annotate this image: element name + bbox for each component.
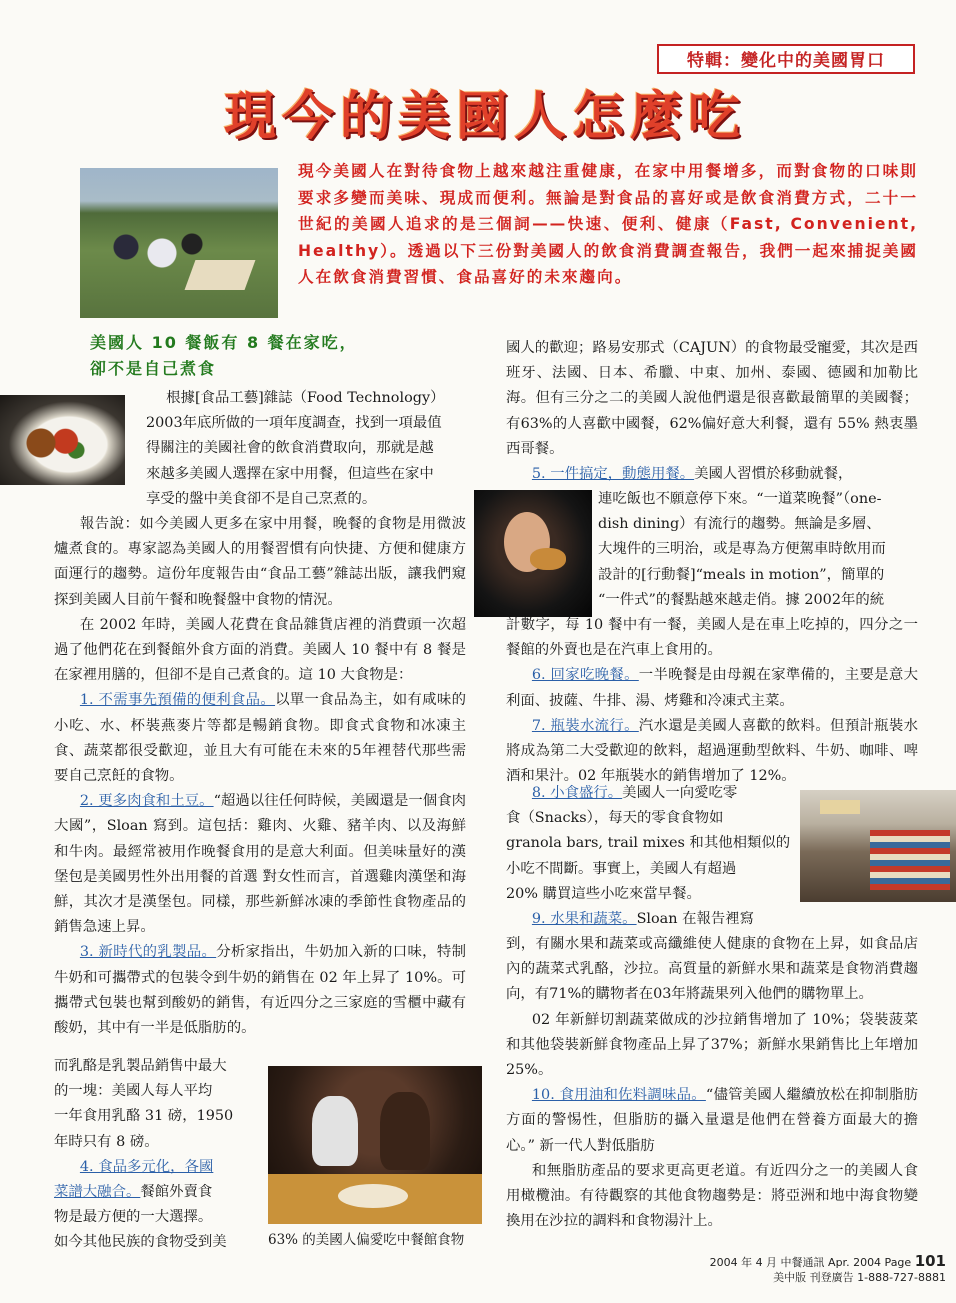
picnic-table-figure — [185, 260, 256, 290]
item-6-heading: 6. 回家吃晚餐。 — [531, 667, 639, 684]
right-para-02: 02 年新鮮切割蔬菜做成的沙拉銷售增加了 10%；袋裝菠菜和其他袋裝新鮮食物產品上昇了37%；新鮮水果銷售比上年增加 25%。 — [506, 1011, 918, 1079]
outdoor-dining-photo — [80, 168, 278, 318]
page-number: 101 — [914, 1252, 946, 1270]
item-5-b: 連吃飯也不願意停下來。“一道菜晚餐”（one- — [598, 491, 882, 507]
section-subhead-1: 美國人 10 餐飯有 8 餐在家吃， — [90, 333, 358, 352]
item-1-heading: 1. 不需事先預備的便利食品。 — [79, 692, 276, 709]
item-3-cont-d: 年時只有 8 磅。 — [54, 1133, 159, 1150]
footer-issue: 2004 年 4 月 中餐通訊 Apr. 2004 Page — [709, 1256, 915, 1269]
item-5-c: dish dining）有流行的趨勢。無論是多層、 — [598, 516, 881, 533]
item-8-b: 食（Snacks），每天的零食食物如 — [506, 810, 724, 827]
left-para-1c: 得關注的美國社會的飲食消費取向，那就是越 — [146, 440, 434, 457]
section-tag: 特輯：變化中的美國胃口 — [657, 44, 915, 74]
store-sign-figure — [820, 800, 860, 814]
item-3-cont-c: 一年食用乳酪 31 磅，1950 — [54, 1108, 234, 1125]
item-4-heading-b: 菜譜大融合。 — [54, 1184, 141, 1201]
item-3-cont-b: 的一塊：美國人每人平均 — [54, 1083, 213, 1100]
photo-caption: 63% 的美國人偏愛吃中餐館食物 — [268, 1232, 465, 1248]
item-4-text-c: 如今其他民族的食物受到美 — [54, 1234, 227, 1251]
item-8-c: granola bars, trail mixes 和其他相類似的 — [506, 835, 791, 852]
left-para-1a: 根據[食品工藝]雜誌（Food Technology） — [166, 390, 445, 406]
item-8-heading: 8. 小食盛行。 — [531, 785, 623, 801]
item-3-text: 分析家指出，牛奶加入新的口味，特制牛奶和可攜帶式的包裝令到牛奶的銷售在 02 年上昇了 10%。可攜帶式包裝也幫到酸奶的銷售，有近四分之三家庭的雪櫃中藏有酸奶，其中有一半是低脂肪的。 — [54, 944, 466, 1037]
left-para-1b: 2003年底所做的一項年度調查，找到一項最值 — [146, 415, 442, 432]
item-9-text: 到，有關水果和蔬菜或高纖維使人健康的食物在上昇，如食品店內的蔬菜式乳酪，沙拉。高質量的新鮮水果和蔬菜是食物消費趨向，有71%的購物者在03年將蔬果列入他們的購物單上。 — [506, 936, 918, 1003]
item-4-text-a: 餐館外賣食 — [140, 1184, 213, 1201]
item-8-d: 小吃不間斷。事實上，美國人有超過 — [506, 860, 737, 877]
item-4-heading-a: 4. 食品多元化，各國 — [79, 1158, 214, 1175]
diner-woman-figure — [380, 1092, 430, 1170]
food-figure — [20, 425, 90, 461]
eating-in-car-photo — [474, 490, 592, 617]
item-9-heading: 9. 水果和蔬菜。 — [531, 911, 637, 928]
item-1 — [54, 688, 466, 789]
item-2-heading: 2. 更多肉食和土豆。 — [79, 793, 214, 810]
footer-ad-line: 美中版 刊登廣告 1-888-727-8881 — [773, 1271, 946, 1284]
diner-man-figure — [312, 1096, 358, 1166]
item-4-text-b: 物是最方便的一大選擇。 — [54, 1209, 213, 1226]
item-8-e: 20% 購買這些小吃來當早餐。 — [506, 885, 701, 902]
item-2 — [54, 789, 466, 940]
page-footer — [676, 1254, 946, 1285]
item-3-cont-a: 而乳酪是乳製品銷售中最大 — [54, 1058, 227, 1074]
item-5-g: 計數字，每 10 餐中有一餐，美國人是在車上吃掉的，四分之一餐館的外賣也是在汽車上食用的。 — [506, 617, 918, 659]
item-5-f: “一件式”的餐點越來越走俏。據 2002年的統 — [598, 591, 885, 608]
item-5-a: 美國人習慣於移動就餐， — [694, 466, 853, 483]
shelf-figure — [870, 830, 950, 890]
item-7-heading: 7. 瓶裝水流行。 — [531, 717, 639, 734]
snack-store-photo — [800, 790, 956, 902]
item-10-text: “儘管美國人繼續放松在抑制脂肪方面的警惕性，但脂肪的攝入量還是他們在營養方面最大的擔心。” 新一代人對低脂肪 — [506, 1087, 919, 1154]
plate-figure — [338, 1184, 408, 1208]
item-2-text: “超過以往任何時候，美國還是一個食肉大國”，Sloan 寫到。這包括：雞肉、火雞、豬羊肉、以及海鮮和牛肉。最經常被用作晚餐食用的是意大利面。但美味量好的漢堡包是美國男性外出用餐的首選 對女性而言，首選雞肉漢堡和海鮮，其次才是漢堡包。同樣，那些新鮮冰凍的季節性食物產品的銷售急速上昇。 — [54, 793, 467, 936]
section-subhead-2: 卻不是自己煮食 — [90, 359, 217, 378]
item-6-text: 一半晚餐是由母親在家準備的，主要是意大利面、披薩、牛排、湯、烤雞和冷凍式主菜。 — [506, 667, 918, 709]
plated-meal-photo — [0, 395, 125, 485]
item-7-text: 汽水還是美國人喜歡的飲料。但預計瓶裝水將成為第二大受歡迎的飲料，超過運動型飲料、牛奶、咖啡、啤酒和果汁。02 年瓶裝水的銷售增加了 12%。 — [506, 717, 918, 785]
page-title: 現今的美國人怎麼吃 — [223, 87, 746, 147]
right-para-last: 和無脂肪產品的要求更高更老道。有近四分之一的美國人食用橄欖油。有待觀察的其他食物趨勢是：將亞洲和地中海食物變換用在沙拉的調料和食物湯汁上。 — [506, 1162, 918, 1230]
burger-figure — [530, 548, 566, 570]
item-5-d: 大塊件的三明治，或是專為方便駕車時飲用而 — [598, 541, 886, 558]
item-1-text: 以單一食品為主，如有咸味的小吃、水、杯裝燕麥片等都是暢銷食物。即食式食物和冰凍主食、蔬菜都很受歡迎，並且大有可能在未來的5年裡替代那些需要自己烹飪的食物。 — [54, 692, 466, 785]
item-8-a: 美國人一向愛吃零 — [622, 785, 738, 801]
item-10-heading: 10. 食用油和佐料調味品。 — [531, 1087, 706, 1104]
left-para-1e: 享受的盤中美食卻不是自己烹煮的。 — [146, 490, 377, 507]
item-5-heading: 5. 一件搞定，動態用餐。 — [531, 466, 695, 483]
left-para-3: 在 2002 年時，美國人花費在食品雜貨店裡的消費頭一次超過了他們花在到餐館外食方面的消費。美國人 10 餐中有 8 餐是在家裡用膳的，但卻不是自己煮食的。這 10 大食物是： — [54, 616, 466, 684]
right-para-0: 國人的歡迎；路易安那式（CAJUN）的食物最受寵愛，其次是西班牙、法國、日本、希臘、中東、加州、泰國、德國和加勒比海。但有三分之二的美國人說他們還是很喜歡最簡單的美國餐；有63%的人喜歡中國餐，62%偏好意大利餐，還有 55% 熱衷墨西哥餐。 — [506, 340, 918, 457]
item-5-e: 設計的[行動餐]“meals in motion”，簡單的 — [598, 566, 885, 583]
chinese-restaurant-photo — [268, 1066, 482, 1224]
intro-paragraph: 現今美國人在對待食物上越來越注重健康，在家中用餐增多，而對食物的口味則要求多變而美味、現成而便利。無論是對食品的喜好或是飲食消費方式，二十一世紀的美國人追求的是三個詞——快速、便利、健康（Fast, Convenient, Healthy）。透過以下三份對美國人的飲食消費調查報告，我們一起來捕捉美國人在飲食消費習慣、食品喜好的未來趨向。 — [298, 162, 918, 286]
left-para-1d: 來越多美國人選擇在家中用餐，但這些在家中 — [146, 465, 434, 482]
item-3-heading: 3. 新時代的乳製品。 — [79, 944, 217, 961]
item-3 — [54, 940, 466, 1041]
item-9-a: Sloan 在報告裡寫 — [636, 911, 755, 928]
left-para-2: 報告說：如今美國人更多在家中用餐，晚餐的食物是用微波爐煮食的。專家認為美國人的用餐習慣有向快捷、方便和健康方面運行的趨勢。這份年度報告由“食品工藝”雜誌出版，讓我們窺探到美國人目前午餐和晚餐盤中食物的情況。 — [54, 516, 466, 608]
